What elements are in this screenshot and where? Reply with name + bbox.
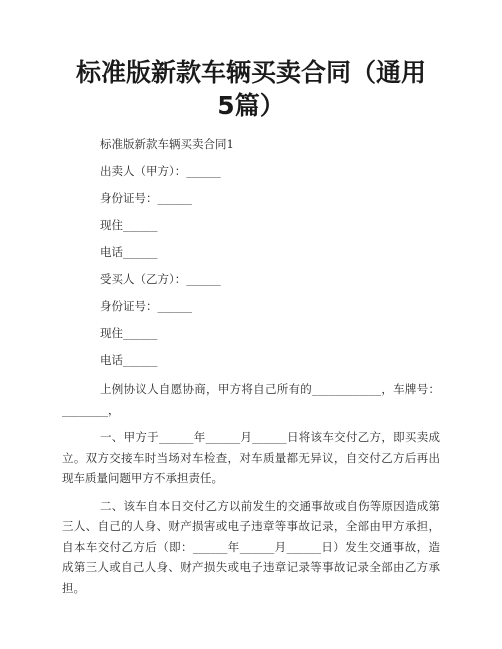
clause-two-paragraph: 二、该车自本日交付乙方以前发生的交通事故或自伤等原因造成第三人、自己的人身、财产损害或电子违章等事故记录，全部由甲方承担，自本车交付乙方后（即：______年______月______日）发生交通事故，造成第三人或自己人身、财产损失或电子违章记录等事故记录全部由乙方承担。: [62, 498, 440, 595]
agreement-intro-paragraph: 上例协议人自愿协商，甲方将自己所有的____________，车牌号：________，: [62, 382, 440, 417]
seller-field: 出卖人（甲方）：______: [100, 164, 221, 178]
buyer-phone-field: 电话______: [100, 353, 158, 367]
contract-subtitle: 标准版新款车辆买卖合同1: [100, 137, 234, 151]
seller-address-field: 现住______: [100, 218, 158, 232]
buyer-address-field: 现住______: [100, 326, 158, 340]
buyer-field: 受买人（乙方）：______: [100, 272, 221, 286]
title-line-2: 5篇）: [217, 91, 285, 120]
seller-phone-field: 电话______: [100, 245, 158, 259]
clause-one-paragraph: 一、甲方于______年______月______日将该车交付乙方，即买卖成立。双方交接车时当场对车检查，对车质量都无异议，自交付乙方后再出现车质量问题甲方不承担责任。: [62, 430, 440, 485]
seller-id-field: 身份证号：______: [100, 191, 192, 205]
buyer-id-field: 身份证号：______: [100, 299, 192, 313]
title-line-1: 标准版新款车辆买卖合同（通用: [75, 58, 426, 87]
document-body: [62, 131, 440, 598]
document-title: [40, 56, 462, 122]
